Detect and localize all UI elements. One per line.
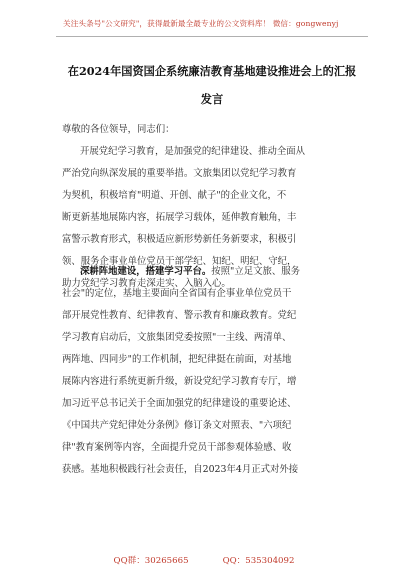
paragraph-2-line: 律"教育案例等内容，全面提升党员干部参观体验感、收 [62,442,292,453]
header-divider [56,36,368,37]
header-promo-text: 关注头条号"公文研究"，获得最新最全最专业的公文资料库！ 微信：gongwenyj [63,19,339,28]
paragraph-2-line: 《中国共产党纪律处分条例》修订条文对照表、"六项纪 [62,420,292,431]
paragraph-2-lead-heading: 深耕阵地建设，搭建学习平台。 [80,266,212,277]
paragraph-1-line: 为契机，积极培育"明道、开创、献子"的企业文化，不 [62,190,287,201]
footer-qq-group: QQ群：30265665 [113,556,189,566]
paragraph-1-line: 富警示教育形式，积极适应新形势新任务新要求，积极引 [62,234,297,245]
footer-contact [0,554,408,566]
paragraph-2-line: 两阵地、四同步"的工作机制，把纪律挺在前面，对基地 [62,354,292,365]
paragraph-2-line: 部开展党性教育、纪律教育、警示教育和廉政教育。党纪 [62,310,297,321]
paragraph-2-first-line-text: 按照"立足文旅、服务 [211,266,300,277]
salutation-text: 尊敬的各位领导，同志们： [62,124,175,135]
paragraph-2-line: 展陈内容进行系统更新升级，新设党纪学习教育专厅，增 [62,376,297,387]
paragraph-2-first-line [62,261,372,283]
document-title-line-1: 在2024年国资国企系统廉洁教育基地建设推进会上的汇报 [67,64,357,78]
paragraph-1-line: 开展党纪学习教育，是加强党的纪律建设、推动全面从 [80,146,306,157]
paragraph-2 [62,261,372,481]
paragraph-2-line: 学习教育启动后，文旅集团党委按照"一主线、两清单、 [62,332,292,343]
paragraph-1-line: 助力党纪学习教育走深走实、入脑入心。 [62,278,231,289]
paragraph-1-line: 领、服务企事业单位党员干部学纪、知纪、明纪、守纪， [62,256,297,267]
salutation [62,119,372,141]
paragraph-2-line: 加习近平总书记关于全面加强党的纪律建设的重要论述、 [62,398,297,409]
footer-qq-number: QQ：535304092 [222,556,295,566]
paragraph-1-line: 严治党向纵深发展的重要举措。文旅集团以党纪学习教育 [62,168,297,179]
paragraph-2-line: 获感。基地积极践行社会责任，自2023年4月正式对外接 [62,464,299,475]
paragraph-2-line: 社会"的定位，基地主要面向全省国有企事业单位党员干 [62,288,292,299]
document-title-line-2: 发言 [200,92,224,106]
paragraph-1-line: 断更新基地展陈内容，拓展学习载体，延伸教育触角，丰 [62,212,297,223]
